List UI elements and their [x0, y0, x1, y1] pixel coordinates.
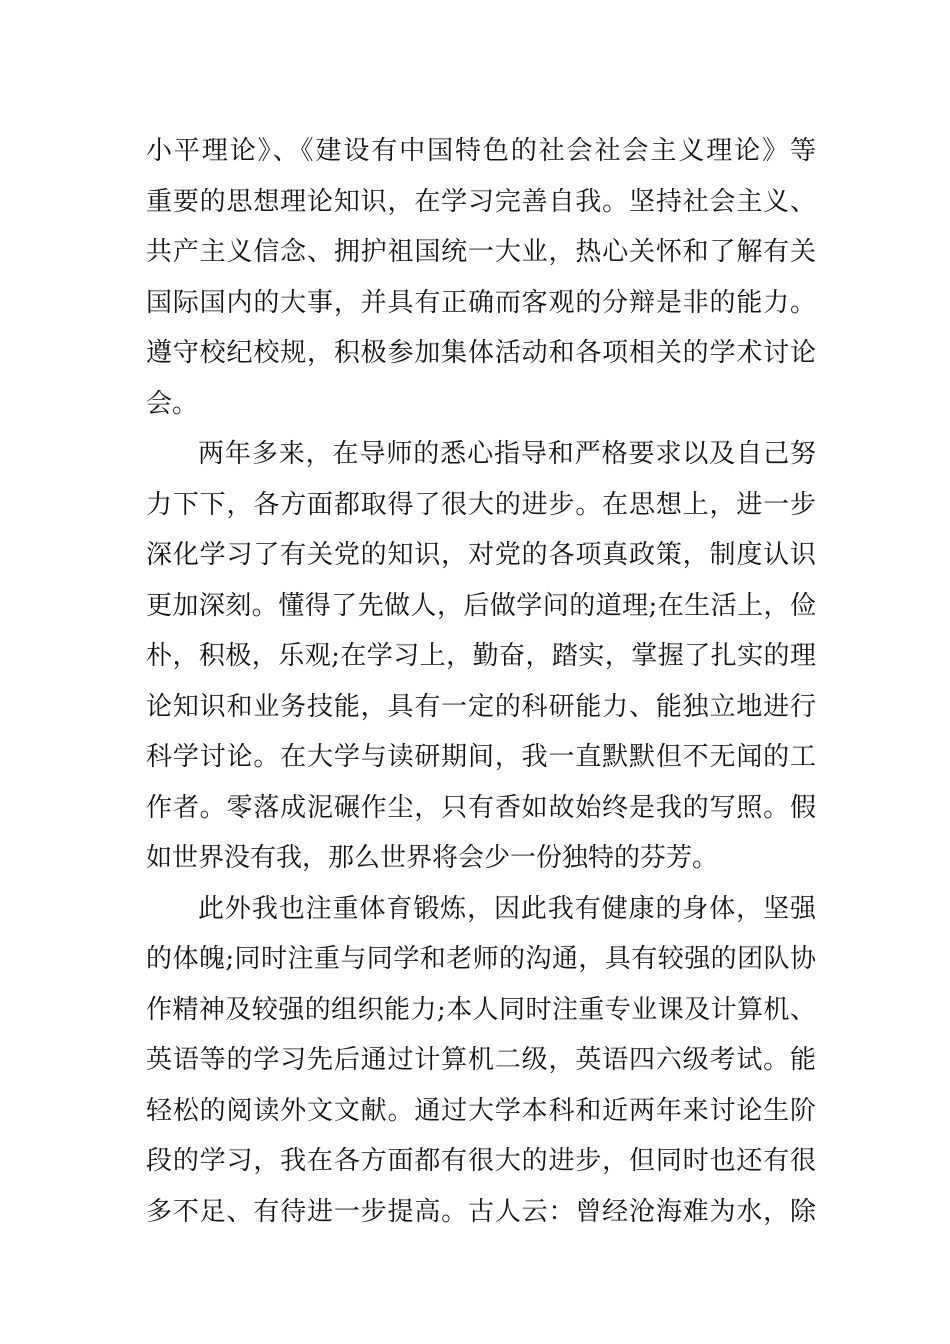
text-line: 论知识和业务技能，具有一定的科研能力、能独立地进行: [146, 691, 816, 722]
text-line: 国际国内的大事，并具有正确而客观的分辩是非的能力。: [146, 287, 816, 318]
text-line: 力下下，各方面都取得了很大的进步。在思想上，进一步: [146, 489, 816, 520]
text-line: 英语等的学习先后通过计算机二级，英语四六级考试。能: [146, 1045, 816, 1075]
text-line: 此外我也注重体育锻炼，因此我有健康的身体，坚强: [198, 893, 816, 924]
text-line: 更加深刻。懂得了先做人，后做学问的道理;在生活上，俭: [146, 590, 816, 621]
text-line: 共产主义信念、拥护祖国统一大业，热心关怀和了解有关: [146, 237, 816, 267]
text-line: 如世界没有我，那么世界将会少一份独特的芬芳。: [146, 843, 719, 873]
text-line: 会。: [146, 388, 199, 419]
text-line: 轻松的阅读外文文献。通过大学本科和近两年来讨论生阶: [146, 1095, 816, 1126]
body-text: [146, 126, 816, 1237]
text-line: 两年多来，在导师的悉心指导和严格要求以及自己努: [198, 439, 816, 469]
text-line: 重要的思想理论知识，在学习完善自我。坚持社会主义、: [146, 186, 816, 217]
text-line: 遵守校纪校规，积极参加集体活动和各项相关的学术讨论: [146, 338, 816, 368]
text-line: 科学讨论。在大学与读研期间，我一直默默但不无闻的工: [146, 742, 816, 772]
text-line: 作精神及较强的组织能力;本人同时注重专业课及计算机、: [146, 994, 816, 1025]
text-line: 作者。零落成泥碾作尘，只有香如故始终是我的写照。假: [146, 792, 816, 823]
text-line: 朴，积极，乐观;在学习上，勤奋，踏实，掌握了扎实的理: [146, 641, 816, 671]
text-line: 的体魄;同时注重与同学和老师的沟通，具有较强的团队协: [146, 944, 816, 974]
text-line: 多不足、有待进一步提高。古人云：曾经沧海难为水，除: [146, 1196, 816, 1227]
text-line: 小平理论》、《建设有中国特色的社会社会主义理论》等: [146, 136, 816, 166]
text-line: 深化学习了有关党的知识，对党的各项真政策，制度认识: [146, 540, 816, 570]
text-line: 段的学习，我在各方面都有很大的进步，但同时也还有很: [146, 1146, 816, 1176]
